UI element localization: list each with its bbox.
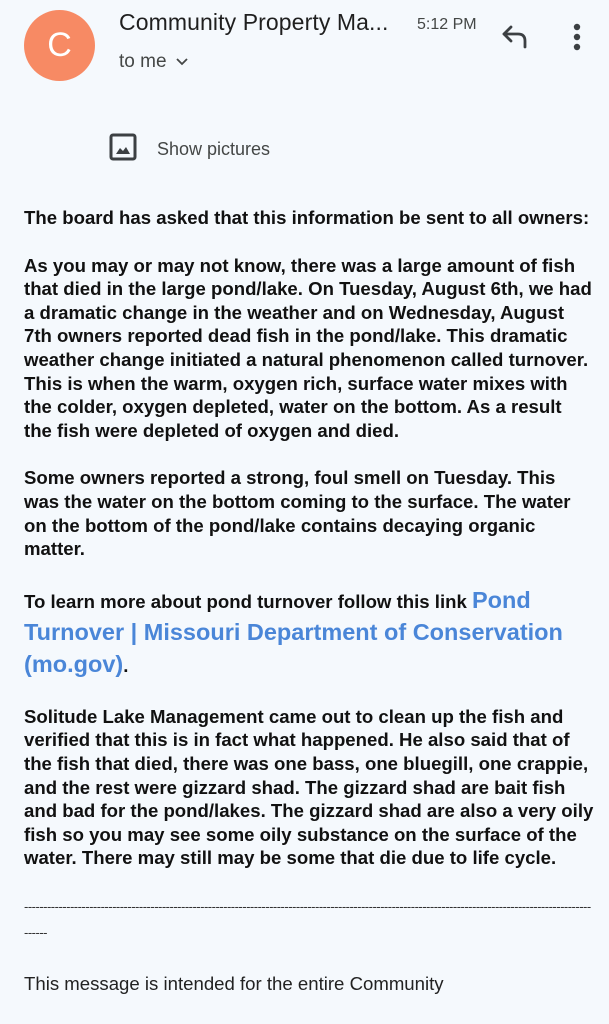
- avatar-letter: C: [47, 26, 72, 64]
- footer-notice: This message is intended for the entire Community: [24, 972, 444, 994]
- image-icon: [108, 132, 138, 167]
- body-paragraph-turnover: As you may or may not know, there was a large amount of fish that died in the large pond/lake. On Tuesday, August 6th, we had a dramatic change in the weather and on Wednesday, August 7th owners reported dead fish in the pond/lake. This dramatic weather change initiated a natural phenomenon called turnover. This is when the warm, oxygen rich, surface water mixes with the colder, oxygen depleted, water on the bottom. As a result the fish were depleted of oxygen and died.: [24, 254, 592, 441]
- email-header: [0, 0, 609, 100]
- link-prefix: To learn more about pond turnover follow this link: [24, 590, 472, 612]
- more-options-button[interactable]: [564, 22, 590, 56]
- body-paragraph-smell: Some owners reported a strong, foul smell on Tuesday. This was the water on the bottom coming to the surface. The water on the bottom of the pond/lake contains decaying organic matter.: [24, 467, 571, 560]
- recipient-label: to me: [119, 51, 167, 72]
- recipient-details-toggle[interactable]: [119, 51, 189, 73]
- more-vertical-icon: [573, 23, 581, 56]
- email-body: [24, 206, 594, 995]
- reply-button[interactable]: [498, 24, 532, 54]
- mdc-pond-turnover-link[interactable]: Pond Turnover | Missouri Department of Conservation (mo.gov): [24, 586, 563, 677]
- reply-icon: [500, 24, 530, 55]
- link-suffix: .: [123, 654, 129, 676]
- timestamp: 5:12 PM: [417, 16, 477, 33]
- show-pictures-label: Show pictures: [157, 139, 271, 159]
- sender-avatar[interactable]: [24, 10, 95, 81]
- body-paragraph-link: [24, 585, 594, 681]
- body-paragraph-intro: The board has asked that this information be sent to all owners:: [24, 207, 590, 228]
- show-pictures-button[interactable]: [108, 132, 270, 167]
- chevron-down-icon: [175, 51, 189, 73]
- signature-divider: ----------------------------------------------------------------------------------------------------------------------------------------------------------: [24, 898, 591, 940]
- body-paragraph-cleanup: Solitude Lake Management came out to clean up the fish and verified that this is in fact what happened. He also said that of the fish that died, there was one bass, one bluegill, one crappie, and the rest were gizzard shad. The gizzard shad are bait fish and bad for the pond/lakes. The gizzard shad are also a very oily fish so you may see some oily substance on the surface of the water. There may still may be some that die due to life cycle.: [24, 705, 594, 869]
- sender-name[interactable]: Community Property Ma...: [119, 9, 389, 35]
